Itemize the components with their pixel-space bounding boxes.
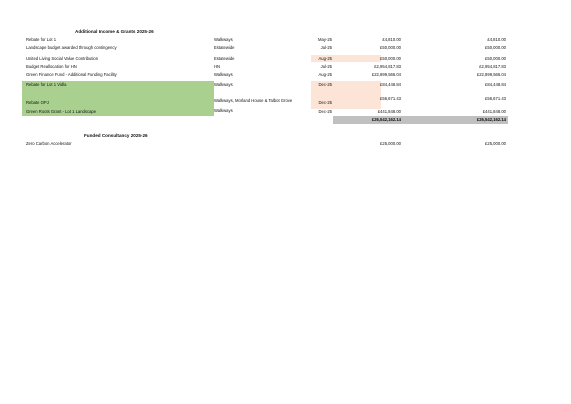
row-amount: £50,000.00 bbox=[380, 56, 401, 61]
row-amount: £50,000.00 bbox=[380, 45, 401, 50]
row-amount: £2,954,817.83 bbox=[374, 64, 401, 69]
row-name: Green Finance Fund - Additional Funding Facility bbox=[26, 72, 117, 77]
row-name: Rebate for Lot 1 Vidla bbox=[26, 82, 67, 87]
row-total: £50,000.00 bbox=[485, 56, 506, 61]
grand-total-amount: £26,542,162.14 bbox=[371, 117, 401, 122]
row-amount: £84,448.84 bbox=[380, 82, 401, 87]
row-total: £50,000.00 bbox=[485, 45, 506, 50]
grand-total: £26,542,162.14 bbox=[476, 117, 506, 122]
row-area: Walkways bbox=[214, 72, 233, 77]
row-total: £4,810.00 bbox=[487, 37, 506, 42]
row-amount: £4,810.00 bbox=[382, 37, 401, 42]
row-total: £56,671.43 bbox=[485, 96, 506, 101]
row-date: May-25 bbox=[318, 37, 332, 42]
row-area: Walkways, Morland House & Talbot Grove bbox=[214, 98, 293, 103]
row-amount: £441,848.00 bbox=[377, 109, 401, 114]
row-area: Walkways bbox=[214, 37, 233, 42]
row-name: Landscape budget awarded through contingency bbox=[26, 45, 117, 50]
row-name: Zero Carbon Accelerator bbox=[26, 141, 72, 146]
row-name: Rebate for Lot 1 bbox=[26, 37, 57, 42]
row-total: £441,848.00 bbox=[482, 109, 506, 114]
row-date: Aug-25 bbox=[318, 72, 332, 77]
section-title-consultancy: Funded Consultancy 2025-26 bbox=[84, 133, 148, 138]
row-amount: £56,671.43 bbox=[380, 96, 401, 101]
row-name: Green Roots Grant - Lot 1 Landscape bbox=[26, 109, 97, 114]
row-name: Rebate OPJ bbox=[26, 100, 49, 105]
row-amount: £25,000.00 bbox=[380, 141, 401, 146]
row-date: Dec-25 bbox=[318, 100, 332, 105]
row-name: United Living Social Value Contribution bbox=[26, 56, 99, 61]
row-date: Jul-25 bbox=[320, 64, 332, 69]
section-title-income: Additional Income & Grants 2025-26 bbox=[75, 29, 154, 34]
row-total: £84,448.84 bbox=[485, 82, 506, 87]
row-area: Walkways bbox=[214, 82, 233, 87]
row-area: Estatewide bbox=[214, 45, 235, 50]
row-name: Budget Reallocation for HN bbox=[26, 64, 77, 69]
row-area: HN bbox=[214, 64, 221, 69]
row-date: Dec-25 bbox=[318, 109, 332, 114]
row-date: Dec-25 bbox=[318, 82, 332, 87]
row-area: Estatewide bbox=[214, 56, 235, 61]
row-total: £22,899,566.04 bbox=[476, 72, 506, 77]
row-date: Aug-25 bbox=[318, 56, 332, 61]
row-total: £2,954,817.83 bbox=[479, 64, 506, 69]
row-total: £25,000.00 bbox=[485, 141, 506, 146]
row-amount: £22,899,566.04 bbox=[371, 72, 401, 77]
row-date: Jul-25 bbox=[320, 45, 332, 50]
row-area: Walkways bbox=[214, 108, 233, 113]
